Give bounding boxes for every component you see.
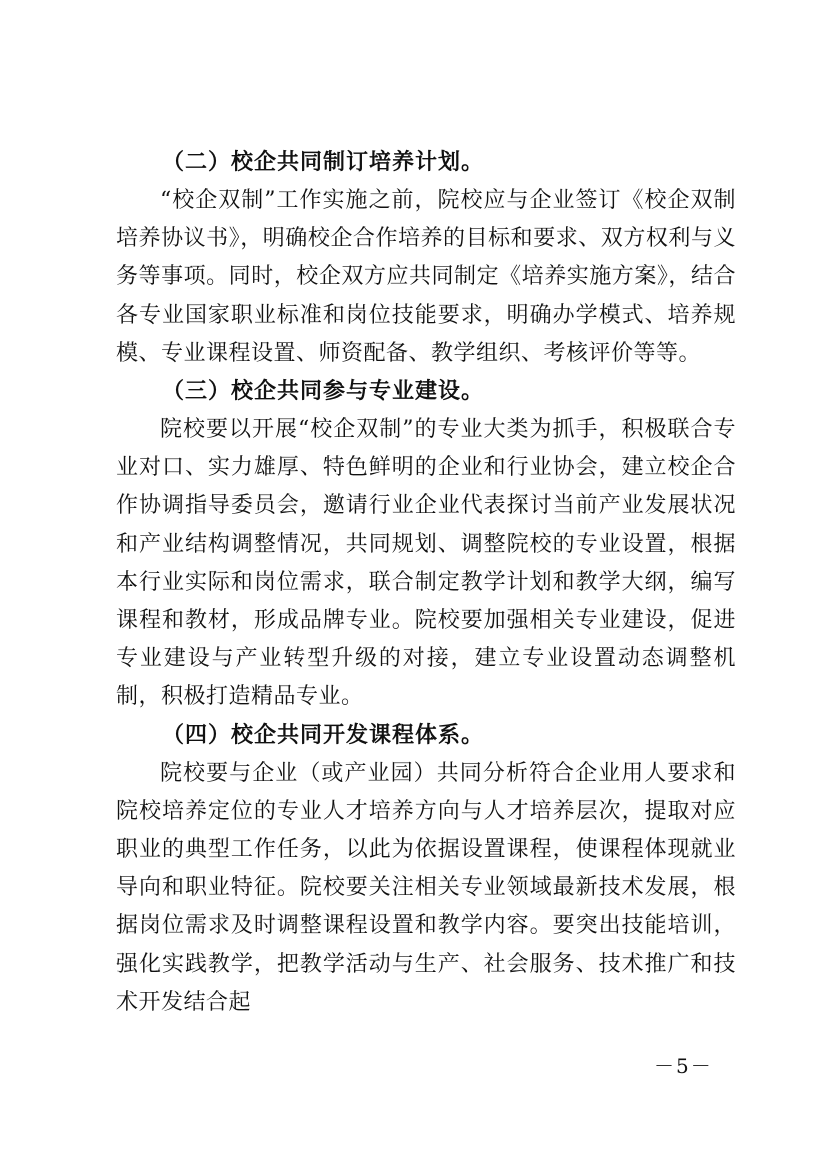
- section-paragraph-3: 院校要以开展“校企双制”的专业大类为抓手，积极联合专业对口、实力雄厚、特色鲜明的企业和行业协会，建立校企合作协调指导委员会，邀请行业企业代表探讨当前产业发展状况和产业结构调整情况，共同规划、调整院校的专业设置，根据本行业实际和岗位需求，联合制定教学计划和教学大纲，编写课程和教材，形成品牌专业。院校要加强相关专业建设，促进专业建设与产业转型升级的对接，建立专业设置动态调整机制，积极打造精品专业。: [116, 417, 736, 710]
- section-heading-4: （四）校企共同开发课程体系。: [162, 722, 485, 748]
- document-body: [116, 144, 736, 1022]
- page-number: －5－: [654, 1054, 713, 1078]
- section-paragraph-2: “校企双制”工作实施之前，院校应与企业签订《校企双制培养协议书》，明确校企合作培养的目标和要求、双方权利与义务等事项。同时，校企双方应共同制定《培养实施方案》，结合各专业国家职业标准和岗位技能要求，明确办学模式、培养规模、专业课程设置、师资配备、教学组织、考核评价等等。: [116, 188, 736, 366]
- section-paragraph-4: 院校要与企业（或产业园）共同分析符合企业用人要求和院校培养定位的专业人才培养方向与人才培养层次，提取对应职业的典型工作任务，以此为依据设置课程，使课程体现就业导向和职业特征。院校要关注相关专业领域最新技术发展，根据岗位需求及时调整课程设置和教学内容。要突出技能培训，强化实践教学，把教学活动与生产、社会服务、技术推广和技术开发结合起: [116, 760, 736, 1015]
- section-heading-2: （二）校企共同制订培养计划。: [162, 150, 485, 175]
- section-heading-3: （三）校企共同参与专业建设。: [162, 379, 485, 405]
